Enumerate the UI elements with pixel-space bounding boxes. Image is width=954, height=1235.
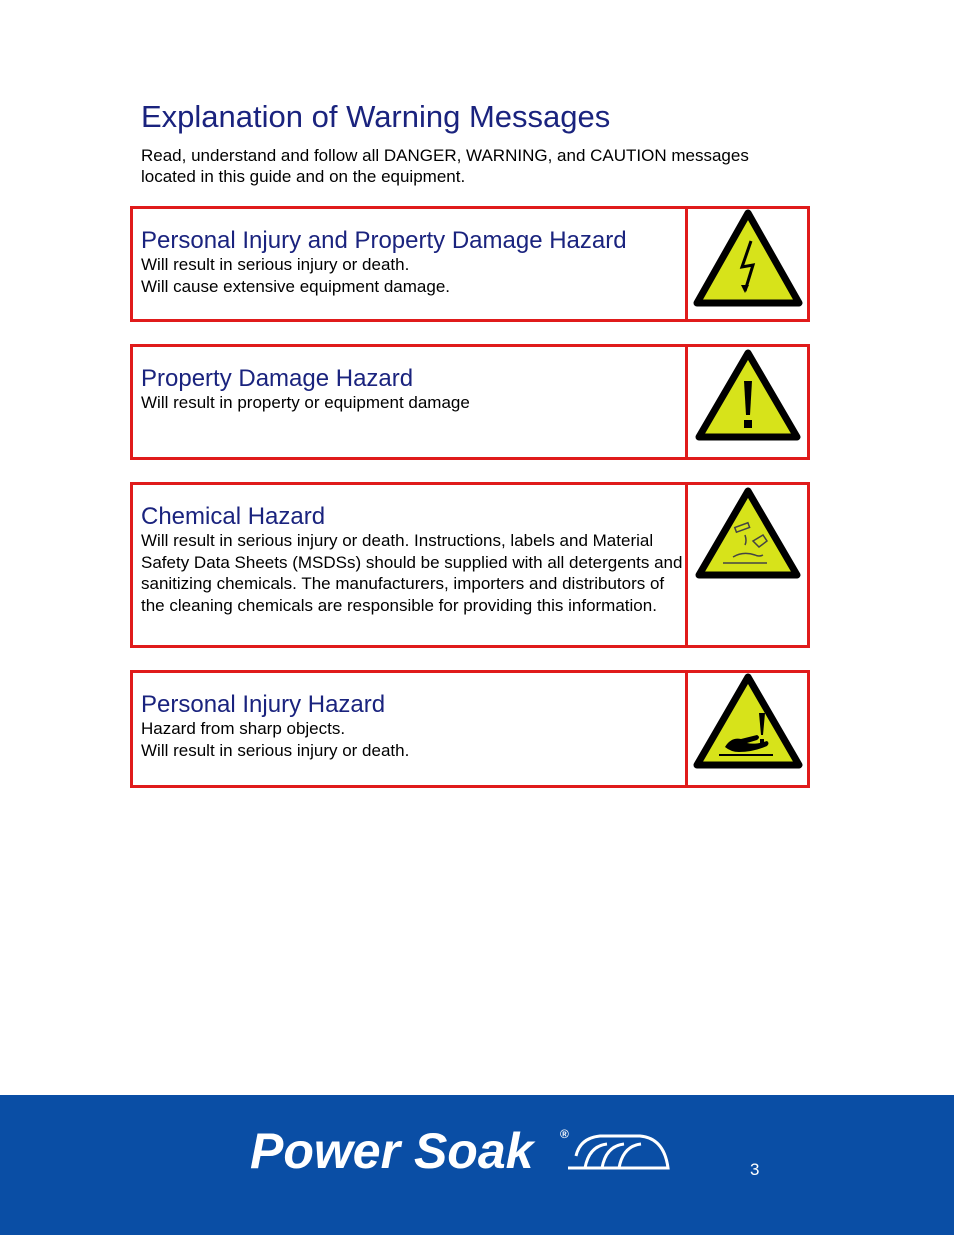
hazard-text-cell (133, 485, 688, 645)
hazard-text-cell (133, 209, 688, 319)
page-number: 3 (750, 1160, 760, 1179)
hazard-box-personal-injury-property-damage (130, 206, 810, 322)
page-title: Explanation of Warning Messages (141, 99, 611, 134)
hazard-text-cell (133, 347, 688, 457)
electric-shock-warning-icon (693, 209, 803, 309)
registered-mark: ® (560, 1127, 569, 1141)
hazard-text-cell (133, 673, 688, 785)
hazard-icon-cell (688, 209, 807, 319)
hazard-description: Will result in serious injury or death. Instructions, labels and Material Safety Data Sheets (MSDSs) should be supplied with all detergents and sanitizing chemicals. The manufacturers, importers and distributors of the cleaning chemicals are responsible for providing this information. (141, 531, 683, 615)
hazard-box-property-damage (130, 344, 810, 460)
hazard-description: Will result in serious injury or death. Will cause extensive equipment damage. (141, 255, 450, 296)
hazard-icon-cell (688, 485, 807, 645)
hazard-box-personal-injury (130, 670, 810, 788)
exclamation-warning-icon (693, 347, 803, 447)
logo-text: Power Soak (250, 1123, 534, 1176)
hazard-title: Personal Injury and Property Damage Hazard (141, 227, 627, 254)
hazard-title: Property Damage Hazard (141, 365, 414, 392)
sharp-object-hand-warning-icon (693, 673, 803, 773)
corrosive-chemical-warning-icon (693, 485, 803, 585)
hazard-description: Hazard from sharp objects. Will result in serious injury or death. (141, 719, 410, 760)
hazard-box-chemical (130, 482, 810, 648)
power-soak-logo (250, 1118, 670, 1176)
hazard-icon-cell (688, 347, 807, 457)
hazard-title: Personal Injury Hazard (141, 691, 386, 718)
intro-paragraph: Read, understand and follow all DANGER, WARNING, and CAUTION messages located in this guide and on the equipment. (141, 146, 749, 186)
hazard-title: Chemical Hazard (141, 503, 326, 530)
logo-swoosh-icon (568, 1136, 668, 1168)
hazard-description: Will result in property or equipment damage (141, 393, 470, 412)
hazard-icon-cell (688, 673, 807, 785)
